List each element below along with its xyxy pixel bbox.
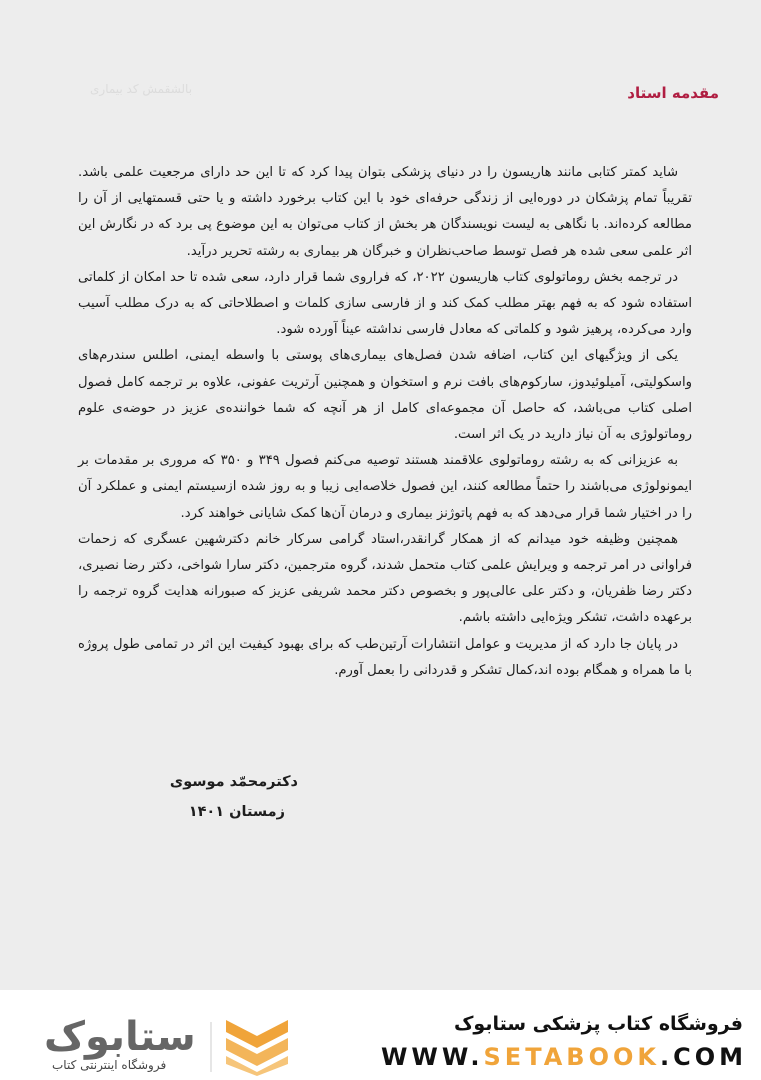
url-prefix: WWW. (380, 1043, 484, 1071)
bleed-through-text: بالشقمش کد بیماری (90, 82, 193, 96)
url-brand: SETABOOK (483, 1043, 660, 1071)
url-suffix: .COM (659, 1043, 747, 1071)
paragraph-3: یکی از ویژگیهای این کتاب، اضافه شدن فصل‌های بیماری‌های پوستی با واسطه ایمنی، اطلس سندرم‌های واسکولیتی، آمیلوئیدوز، سارکوم‌های بافت نرم و استخوان و همچنین آرتریت عفونی، علاوه بر ترجمه کامل فصول اصلی کتاب می‌باشد، که حاصل آن مجموعه‌ای کامل از هر آنچه که شما خواننده‌ی عزیز در حوضه‌ی علوم روماتولوژی به آن نیاز دارید در یک اثر است. (78, 348, 692, 443)
chevron-stack-logo-icon (224, 1016, 290, 1076)
paragraph-5: همچنین وظیفه خود میدانم که از همکار گرانقدر،استاد گرامی سرکار خانم دکترشهین عسگری که زحمات فراوانی در امر ترجمه و ویرایش علمی کتاب متحمل شدند، گروه مترجمین، دکتر سارا شواخی، دکتر رضا نصیری، دکتر رضا ظفریان، و دکتر علی عالی‌پور و بخصوص دکتر محمد شریفی عزیز که صبورانه هدایت گروه ترجمه را برعهده داشت، تشکر ویژه‌ایی داشته باشم. (78, 531, 692, 626)
signature-date: زمستان ۱۴۰۱ (188, 804, 285, 820)
store-name: فروشگاه کتاب پزشکی ستابوک (453, 1013, 743, 1035)
paragraph-1: شاید کمتر کتابی مانند هاریسون را در دنیای پزشکی بتوان پیدا کرد که تا این حد دارای مرجعیت علمی باشد. تقریباً تمام پزشکان در دوره‌ایی از زندگی حرفه‌ای خود با این کتاب برخورد داشته و یا حتی قسمتهایی از آن را مطالعه کرده‌اند. با نگاهی به لیست نویسندگان هر بخش از کتاب می‌توان به این موضوع پی برد که در نگارش این اثر علمی سعی شده هر فصل توسط صاحب‌نظران و خبرگان هر بیماری به رشته تحریر درآید. (78, 165, 692, 259)
store-logo-text: ستابوک (44, 1014, 196, 1060)
paragraph-6: در پایان جا دارد که از مدیریت و عوامل انتشارات آرتین‌طب که برای بهبود کیفیت این اثر در تمامی طول پروژه با ما همراه و همگام بوده اند،کمال تشکر و قدردانی را بعمل آورم. (78, 636, 692, 678)
store-logo-subtitle: فروشگاه اینترنتی کتاب (52, 1058, 167, 1072)
body-text (78, 160, 692, 684)
logo-divider (210, 1022, 212, 1072)
store-url[interactable] (381, 1043, 747, 1071)
paragraph-4: به عزیزانی که به رشته روماتولوی علاقمند هستند توصیه می‌کنم فصول ۳۴۹ و ۳۵۰ که مروری بر مقدمات بر ایمونولوژی می‌باشند را حتماً مطالعه کنند، این فصول خلاصه‌ایی زیبا و به روز شده ازسیستم ایمنی و عملکرد آن را در اختیار شما قرار می‌دهد که به فهم پاتوژنز بیماری و درمان آن‌ها کمک شایانی خواهند کرد. (78, 453, 692, 521)
page-title: مقدمه استاد (627, 84, 719, 102)
paragraph-2: در ترجمه بخش روماتولوی کتاب هاریسون ۲۰۲۲، که فراروی شما قرار دارد، سعی شده تا حد امکان از کلماتی استفاده شود که به فهم بهتر مطلب کمک کند و از فارسی سازی کلمات و اصطلاحاتی که به درک مطلب آسیب وارد می‌کرده، پرهیز شود و کلماتی که معادل فارسی نداشته عیناً آورده شود. (78, 269, 692, 338)
signature-name: دکترمحمّد موسوی (169, 774, 298, 790)
